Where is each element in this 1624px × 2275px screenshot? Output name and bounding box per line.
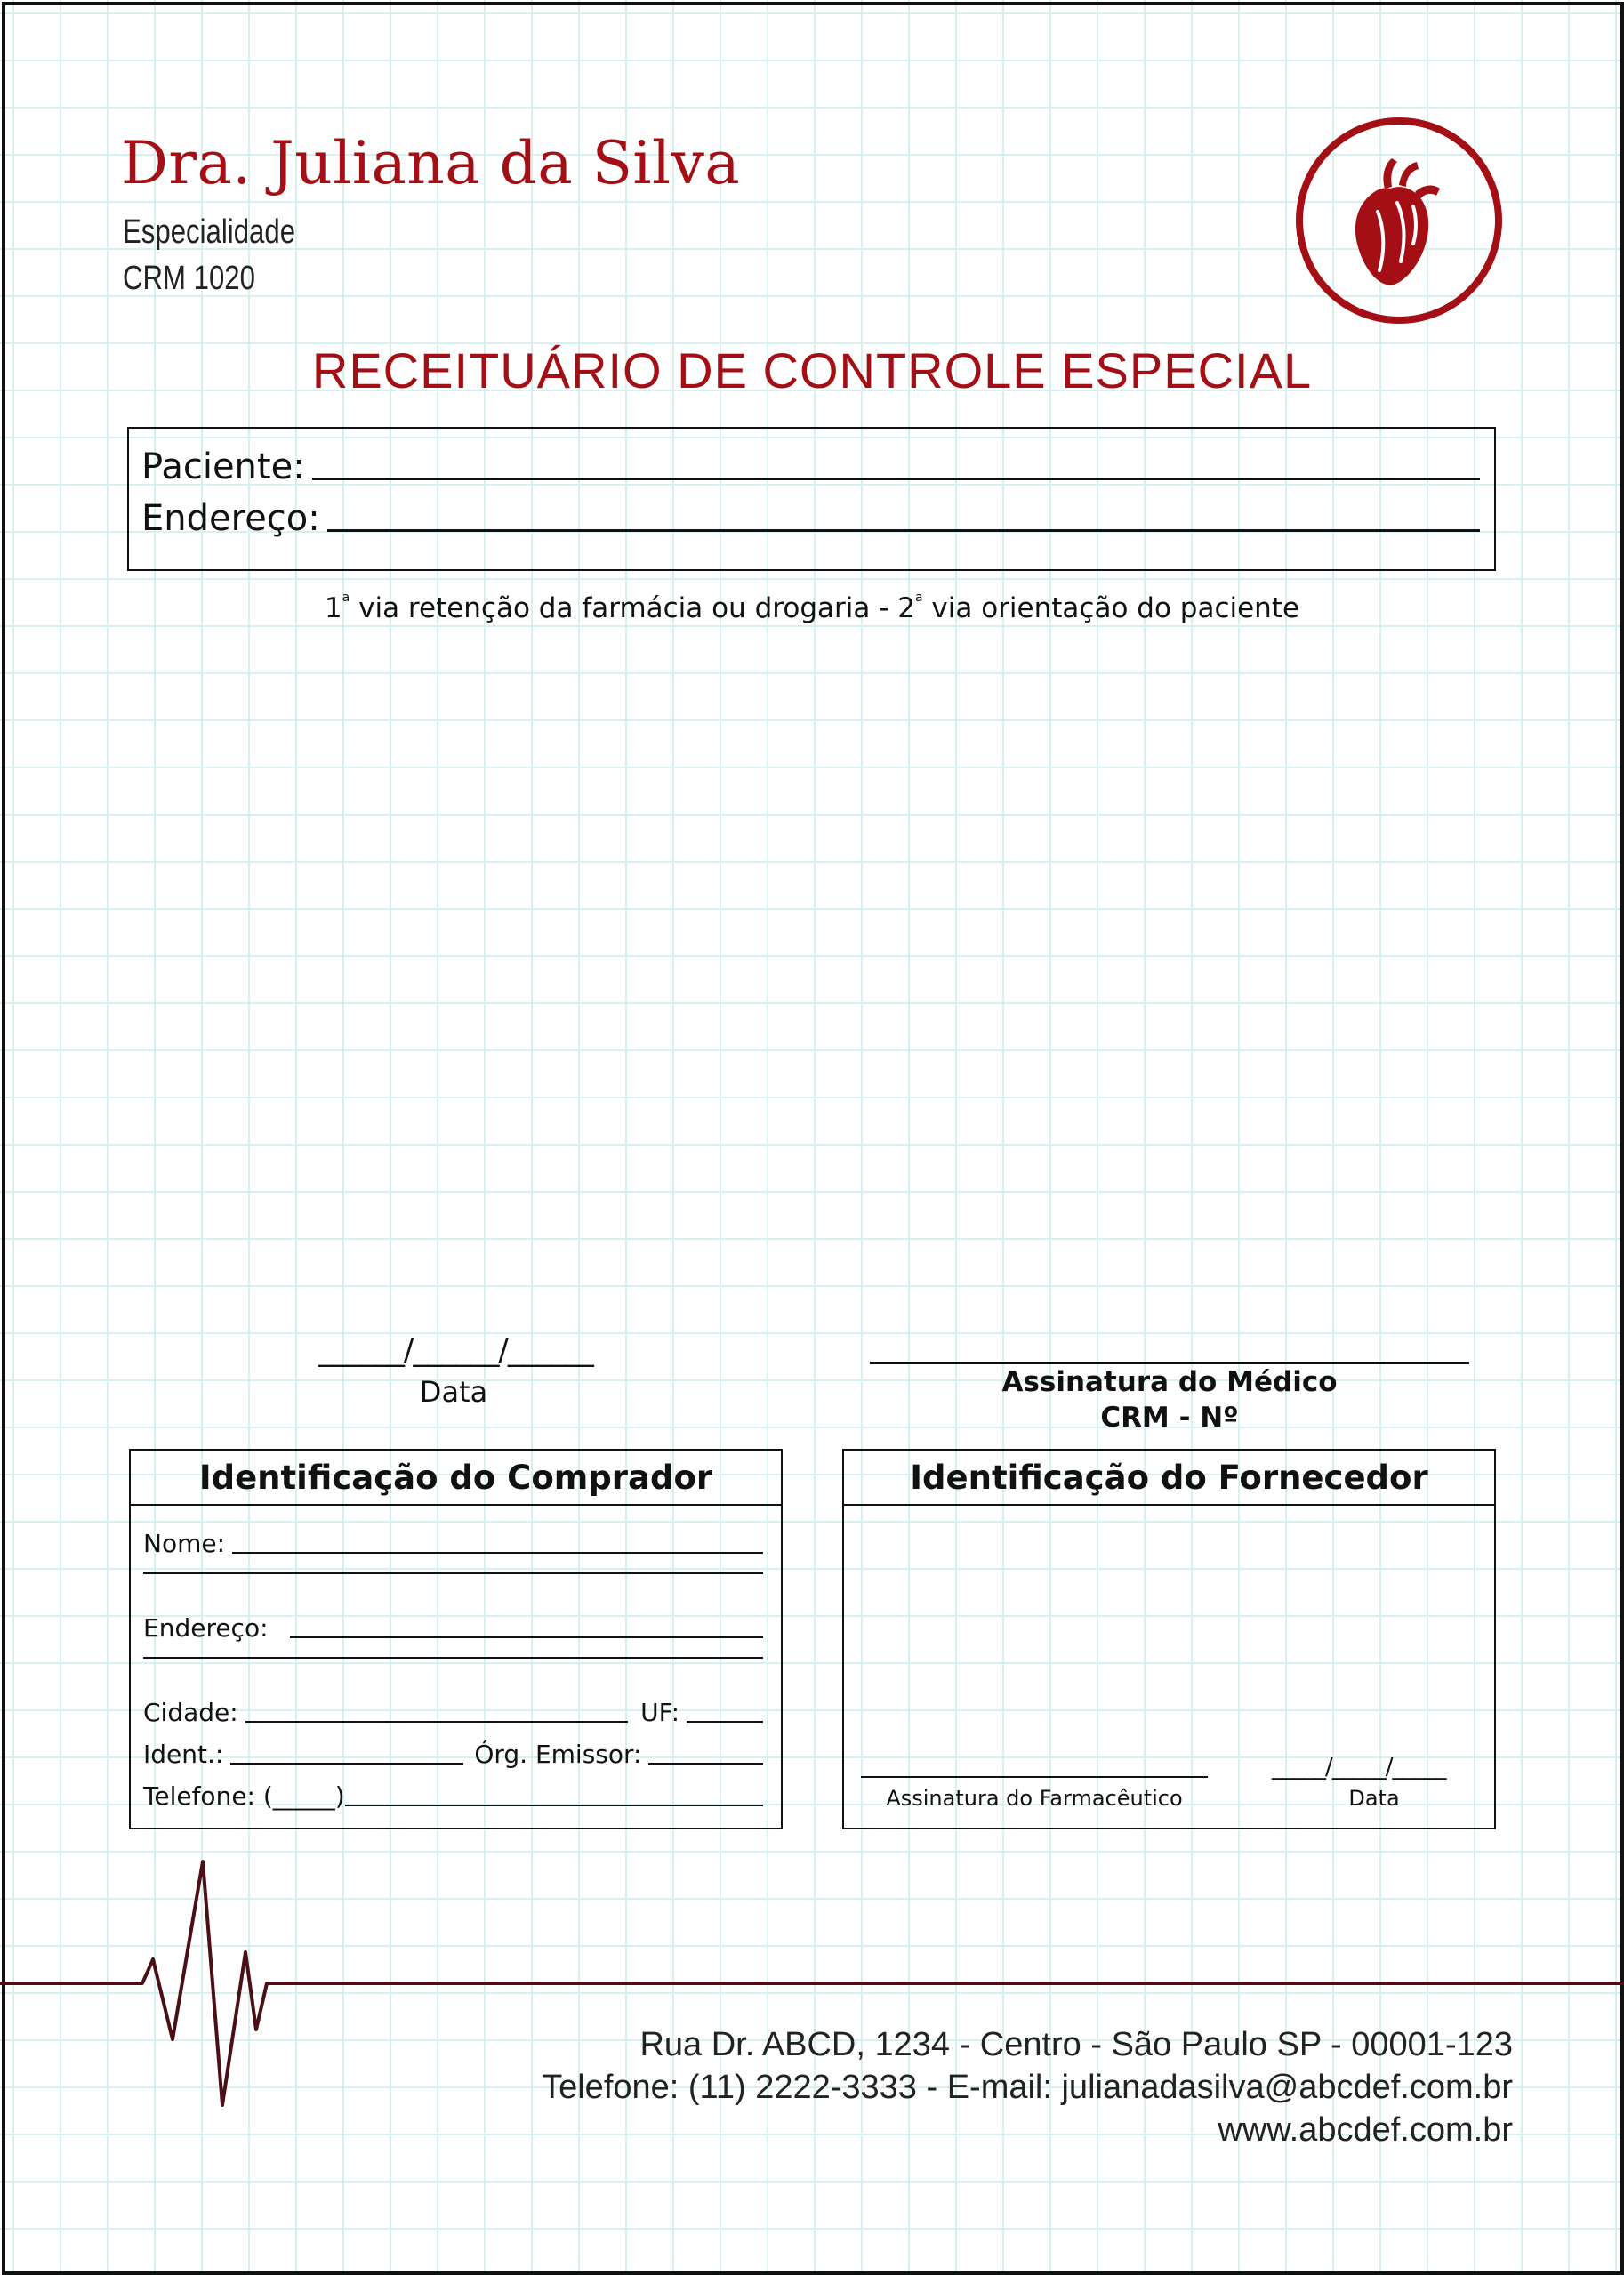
copy-note-middle: via retenção da farmácia ou drogaria - 2 (350, 592, 915, 624)
supplier-date-label: Data (1348, 1786, 1400, 1811)
doctor-specialty: Especialidade (123, 213, 296, 251)
prescription-date-field[interactable]: ______/______/______ (318, 1332, 593, 1368)
buyer-uf-label: UF: (640, 1698, 679, 1727)
buyer-uf-line (687, 1720, 763, 1723)
buyer-box-title: Identificação do Comprador (131, 1451, 781, 1506)
buyer-name-row-2[interactable] (143, 1572, 763, 1579)
doctor-crm-label: CRM - Nº (1100, 1402, 1239, 1434)
buyer-name-line-2 (143, 1572, 763, 1574)
buyer-address-line (290, 1636, 763, 1638)
buyer-ident-label: Ident.: (143, 1740, 224, 1769)
first-copy-ordinal: a (342, 591, 350, 605)
buyer-name-label: Nome: (143, 1529, 226, 1558)
copy-note-end: via orientação do paciente (922, 592, 1300, 624)
address-label: Endereço: (141, 498, 320, 539)
footer-contact: Telefone: (11) 2222-3333 - E-mail: julianadasilva@abcdef.com.br (542, 2069, 1513, 2106)
address-row[interactable] (141, 498, 1480, 539)
doctor-signature-caption (870, 1364, 1469, 1435)
patient-label: Paciente: (141, 446, 305, 487)
buyer-ident-row[interactable] (143, 1740, 763, 1769)
buyer-identification-box (129, 1449, 783, 1829)
pharmacist-signature-line[interactable] (861, 1776, 1208, 1778)
buyer-ident-line (230, 1762, 463, 1765)
buyer-name-line (232, 1551, 763, 1554)
buyer-issuer-label: Órg. Emissor: (474, 1740, 642, 1769)
buyer-issuer-line (648, 1762, 763, 1765)
doctor-signature-label: Assinatura do Médico (1001, 1366, 1338, 1398)
buyer-name-row[interactable] (143, 1529, 763, 1558)
buyer-address-row-2[interactable] (143, 1656, 763, 1663)
buyer-address-row[interactable] (143, 1613, 763, 1643)
patient-info-box (127, 427, 1496, 571)
prescription-date-label: Data (419, 1375, 488, 1409)
patient-field-line (312, 477, 1480, 480)
doctor-crm: CRM 1020 (123, 260, 255, 297)
buyer-city-row[interactable] (143, 1698, 763, 1727)
buyer-phone-row[interactable] (143, 1781, 763, 1811)
anatomical-heart-icon (1292, 114, 1506, 327)
supplier-date-field[interactable]: _____/_____/_____ (1272, 1754, 1446, 1781)
copy-routing-note (0, 591, 1624, 624)
document-title: RECEITUÁRIO DE CONTROLE ESPECIAL (311, 342, 1313, 398)
buyer-city-label: Cidade: (143, 1698, 238, 1727)
supplier-box-title: Identificação do Fornecedor (844, 1451, 1494, 1506)
first-copy-number: 1 (324, 592, 342, 624)
buyer-address-line-2 (143, 1656, 763, 1659)
patient-row[interactable] (141, 446, 1480, 487)
buyer-city-line (245, 1720, 628, 1723)
buyer-phone-line (345, 1804, 763, 1806)
buyer-address-label: Endereço: (143, 1613, 269, 1643)
second-copy-ordinal: a (914, 591, 923, 605)
address-field-line (327, 528, 1480, 532)
pharmacist-signature-label: Assinatura do Farmacêutico (886, 1786, 1183, 1811)
doctor-name: Dra. Juliana da Silva (121, 129, 741, 197)
footer-website[interactable]: www.abcdef.com.br (1218, 2111, 1513, 2149)
footer-address: Rua Dr. ABCD, 1234 - Centro - São Paulo SP - 00001-123 (639, 2026, 1513, 2063)
buyer-phone-label: Telefone: (_____) (143, 1781, 345, 1811)
